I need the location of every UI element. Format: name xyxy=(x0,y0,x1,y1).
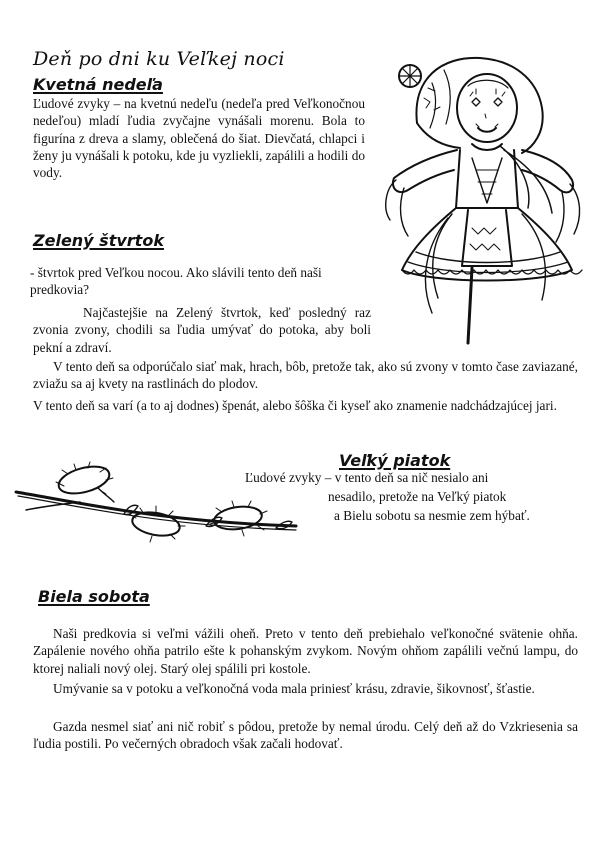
pussy-willow-branch-illustration xyxy=(6,432,306,572)
paragraph-sobota-3: Gazda nesmel siať ani nič robiť s pôdou, pretože by nemal úrodu. Celý deň až do Vzkriesenia sa ľudia postili. Po večerných obradoch však začali hodovať. xyxy=(33,719,578,752)
paragraph-sobota-2: Umývanie sa v potoku a veľkonočná voda mala priniesť krásu, zdravie, šikovnosť, šťastie. xyxy=(53,681,535,696)
paragraph-kvetna-nedela: Ľudové zvyky – na kvetnú nedeľu (nedeľa pred Veľkonočnou nedeľou) mladí ľudia zvyčajne vynášali morenu. Bola to figurína z dreva a slamy, oblečená do šiat. Dievčatá, chlapci i ženy ju vynášali k potoku, kde ju vyzliekli, zapálili a hodili do vody. xyxy=(33,96,365,181)
paragraph-zeleny-3: V tento deň sa varí (a to aj dodnes) špenát, alebo šôška či kyseľ ako znamenie nadchádzajúcej jari. xyxy=(33,398,557,413)
paragraph-zeleny-intro: - štvrtok pred Veľkou nocou. Ako slávili tento deň naši predkovia? xyxy=(30,265,322,298)
heading-zeleny-stvrtok: Zelený štvrtok xyxy=(33,231,164,250)
piatok-line-3: a Bielu sobotu sa nesmie zem hýbať. xyxy=(334,508,530,523)
heading-kvetna-nedela: Kvetná nedeľa xyxy=(33,75,163,94)
heading-velky-piatok: Veľký piatok xyxy=(339,451,451,470)
paragraph-zeleny-1: Najčastejšie na Zelený štvrtok, keď posledný raz zvonia zvony, chodili sa ľudia umývať do potoka, aby boli pekní a zdraví. xyxy=(33,305,371,355)
morena-figure-illustration xyxy=(372,38,587,348)
piatok-line-1: Ľudové zvyky – v tento deň sa nič nesialo ani xyxy=(245,470,489,485)
page-title: Deň po dni ku Veľkej noci xyxy=(33,48,285,70)
piatok-line-2: nesadilo, pretože na Veľký piatok xyxy=(328,489,507,504)
paragraph-zeleny-2: V tento deň sa odporúčalo siať mak, hrach, bôb, pretože tak, ako sú zvony v tomto čase zaviazané, zviažu sa aj kvety na rastlinách do plodov. xyxy=(33,359,578,392)
heading-biela-sobota: Biela sobota xyxy=(38,587,150,606)
paragraph-sobota-1: Naši predkovia si veľmi vážili oheň. Preto v tento deň prebiehalo veľkonočné svätenie ohňa. Zapálenie nového ohňa patrilo ešte k pohanským zvykom. Novým ohňom zapálili večnú lampu, do ktorej naliali nový olej. Starý olej spálili pri kostole. xyxy=(33,626,578,676)
